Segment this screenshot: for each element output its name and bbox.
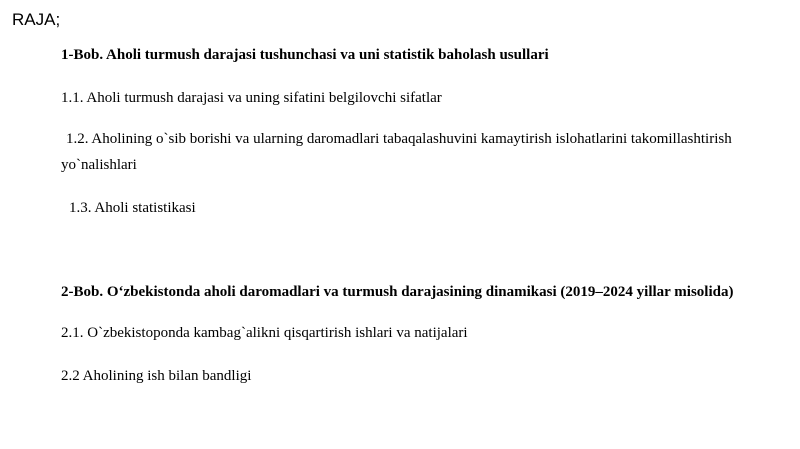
chapter-2-title: 2-Bob. O‘zbekistonda aholi daromadlari va turmush darajasining dinamikasi (2019–2024 yillar misolida) xyxy=(61,284,734,300)
section-1-3: 1.3. Aholi statistikasi xyxy=(69,200,196,216)
chapter-1-title: 1-Bob. Aholi turmush darajasi tushunchasi va uni statistik baholash usullari xyxy=(61,47,549,63)
section-1-1: 1.1. Aholi turmush darajasi va uning sifatini belgilovchi sifatlar xyxy=(61,90,442,106)
section-2-1: 2.1. O`zbekistoponda kambag`alikni qisqartirish ishlari va natijalari xyxy=(61,325,468,341)
section-1-2-continuation: yo`nalishlari xyxy=(61,157,137,173)
plan-heading: RAJA; xyxy=(12,10,61,29)
section-1-2: 1.2. Aholining o`sib borishi va ularning daromadlari tabaqalashuvini kamaytirish islohatlarini takomillashtirish xyxy=(66,131,732,147)
section-2-2: 2.2 Aholining ish bilan bandligi xyxy=(61,368,252,384)
